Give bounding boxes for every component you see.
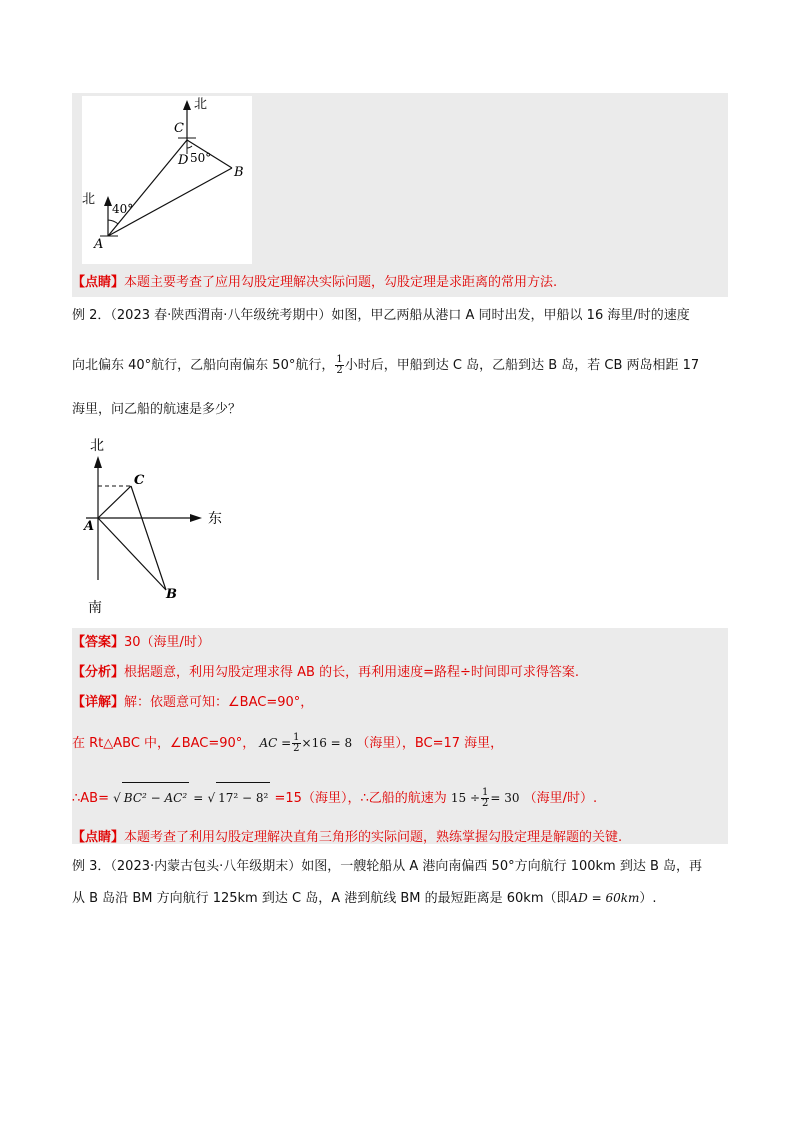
answer-text: 30（海里/时） (124, 635, 210, 650)
detail-line-3-num: 1 (482, 787, 489, 798)
detail-line-3b: =15（海里），∴乙船的航速为 (274, 791, 447, 806)
fig2-south: 南 (88, 600, 102, 616)
detail-line-2b: （海里），BC=17 海里， (356, 736, 504, 751)
analysis-tag: 【分析】 (72, 665, 125, 680)
fig2-label-a: A (84, 519, 95, 534)
fig2-label-c: C (134, 473, 145, 488)
example-2-line-2b: 小时后，甲船到达 C 岛，乙船到达 B 岛，若 CB 两岛相距 17 (344, 358, 700, 373)
analysis-text: 根据题意，利用勾股定理求得 AB 的长，再利用速度=路程÷时间即可求得答案. (124, 665, 580, 680)
detail-line-2a: 在 Rt△ABC 中，∠BAC=90°， (72, 736, 256, 751)
detail-line-3-sqrt-2-wrap: √ 17² − 8² (208, 791, 271, 805)
fig1-label-d: D (178, 153, 189, 168)
detail-line-3-math-lhs: 15 ÷ (450, 791, 481, 805)
detail-tag: 【详解】 (72, 695, 125, 710)
detail-line-3-sqrt-2: 17² − 8² (216, 782, 270, 813)
fig1-label-a: A (94, 237, 104, 252)
detail-line-2-rhs: ×16 = 8 (301, 736, 353, 750)
fig2-east: 东 (208, 511, 222, 527)
detail-line-1-text: 解：依题意可知：∠BAC=90°， (124, 695, 314, 710)
detail-line-3-eq: = (193, 791, 204, 805)
note-2 (72, 828, 622, 848)
note-2-tag: 【点睛】 (72, 830, 125, 845)
fig1-north-label-c: 北 (194, 97, 208, 112)
example-3-line-1: 例 3．（2023·内蒙古包头·八年级期末）如图，一艘轮船从 A 港向南偏西 50°方向航行 100km 到达 B 岛，再 (72, 859, 703, 874)
detail-line-2-num: 1 (293, 732, 300, 743)
detail-line-3a: ∴AB= (72, 791, 109, 806)
example-3-line-2 (72, 886, 657, 911)
analysis (72, 663, 579, 683)
example-2-line-3: 海里，问乙船的航速是多少？ (72, 402, 242, 417)
fig1-angle-d: 50° (190, 151, 212, 165)
detail-line-2-math (259, 732, 353, 754)
note-1 (72, 269, 728, 297)
figure-1 (82, 96, 252, 264)
note-1-text: 本题主要考查了应用勾股定理解决实际问题，勾股定理是求距离的常用方法. (124, 275, 558, 290)
answer-tag: 【答案】 (72, 635, 125, 650)
example-3-math: AD = 60km (569, 891, 640, 905)
note-2-text: 本题考查了利用勾股定理解决直角三角形的实际问题，熟练掌握勾股定理是解题的关键. (124, 830, 623, 845)
example-3-line-2b: ）. (639, 891, 657, 906)
detail-line-3-math (450, 787, 520, 809)
figure-2 (76, 430, 246, 620)
fig1-label-b: B (234, 165, 244, 180)
detail-line-3 (72, 782, 597, 814)
example-2-line-2 (72, 350, 699, 382)
example-2-line-1: 例 2．（2023 春·陕西渭南·八年级统考期中）如图，甲乙两船从港口 A 同时出发，甲船以 16 海里/时的速度 (72, 308, 690, 323)
detail-line-3-sqrt-1-wrap: √ BC² − AC² (113, 791, 189, 805)
fig1-north-label-a: 北 (82, 192, 96, 207)
detail-line-3-sqrt-1: BC² − AC² (122, 782, 189, 813)
example-3-line-2a: 从 B 岛沿 BM 方向航行 125km 到达 C 岛，A 港到航线 BM 的最短距离是 60km（即 (72, 891, 570, 906)
detail-line-3c: （海里/时）. (523, 791, 598, 806)
figure-1-svg (82, 96, 252, 264)
detail-line-3-den: 2 (482, 798, 489, 809)
fig1-label-c: C (174, 121, 184, 136)
example-2-frac-den: 2 (336, 365, 343, 376)
detail-line-1 (72, 693, 313, 713)
detail-line-2-den: 2 (293, 743, 300, 754)
detail-line-2-lhs: AC = (259, 736, 292, 750)
answer (72, 633, 210, 653)
example-2-fraction (335, 355, 343, 376)
detail-line-3-frac (481, 788, 489, 809)
example-2-frac-num: 1 (336, 354, 343, 365)
figure-2-svg (76, 430, 246, 620)
note-1-tag: 【点睛】 (72, 275, 125, 290)
detail-line-2 (72, 728, 503, 759)
detail-line-3-math-rhs: = 30 (490, 791, 520, 805)
fig2-north: 北 (90, 438, 104, 454)
fig1-angle-a: 40° (112, 202, 134, 216)
example-2-line-2a: 向北偏东 40°航行，乙船向南偏东 50°航行， (72, 358, 335, 373)
fig2-label-b: B (166, 587, 177, 602)
detail-line-2-frac (292, 733, 300, 754)
